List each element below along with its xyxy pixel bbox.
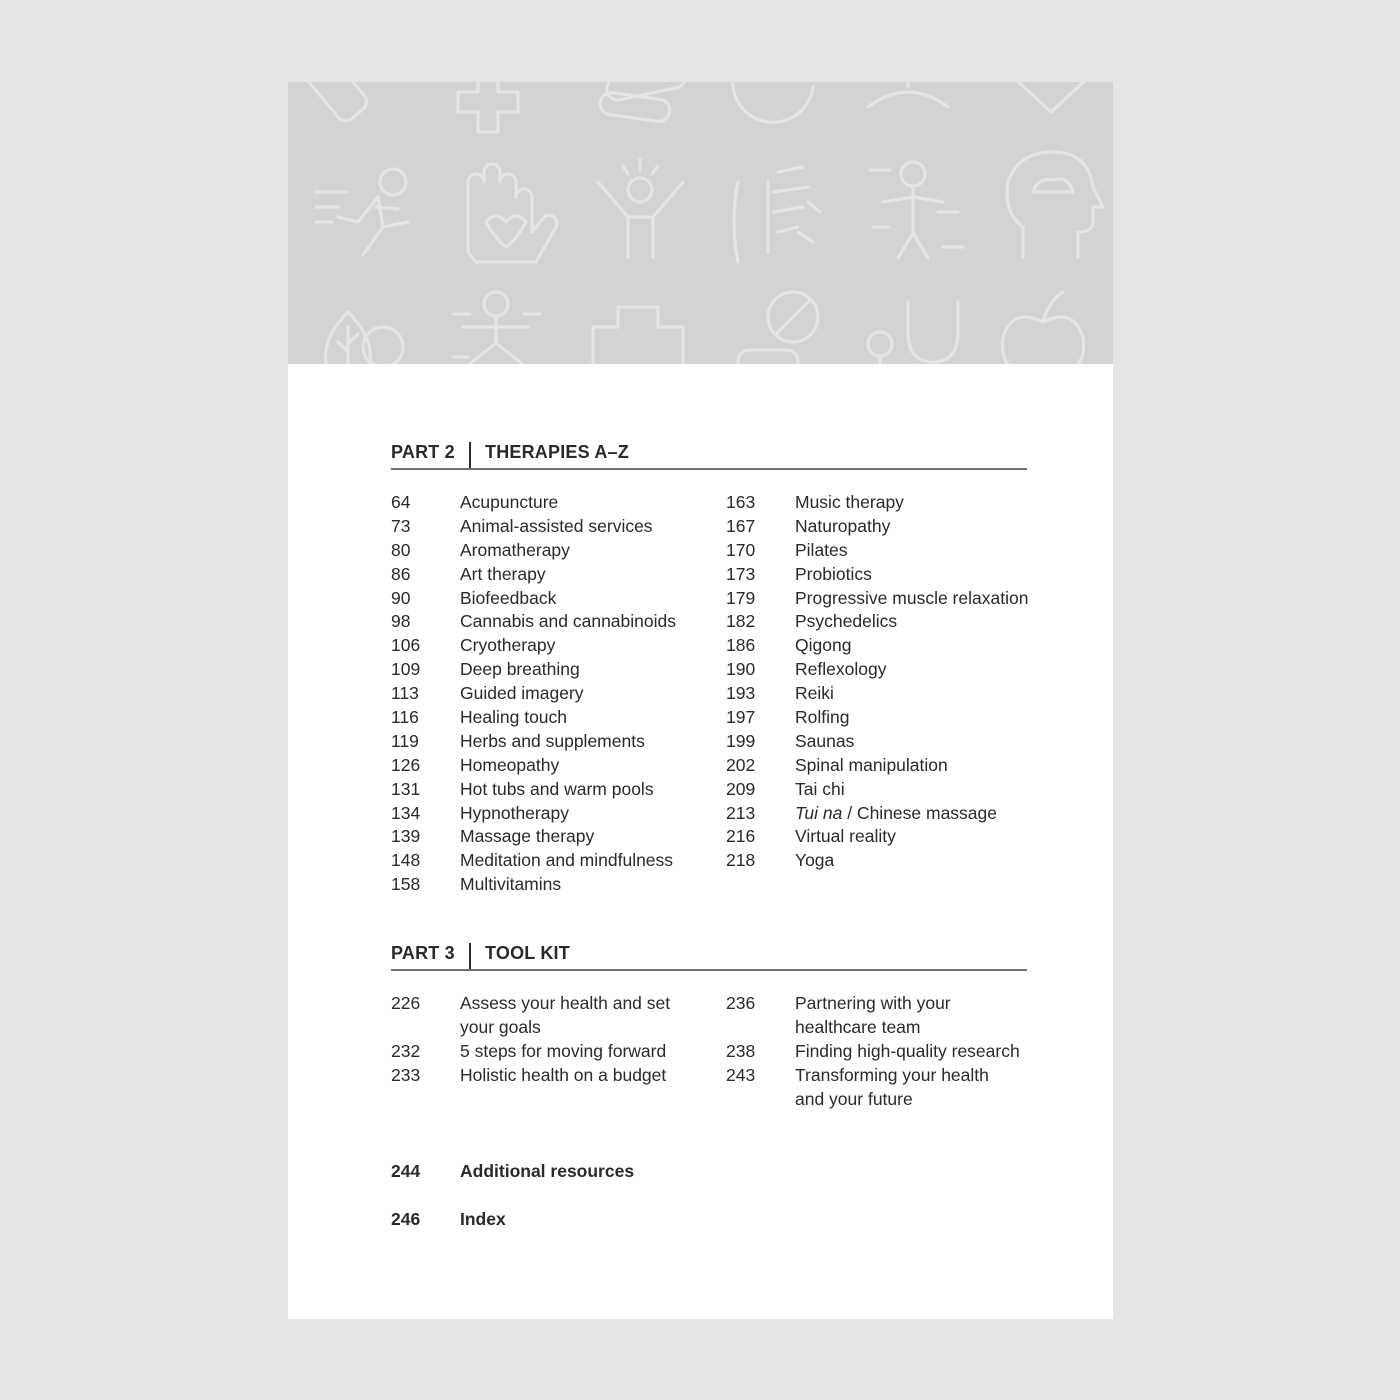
toc-page-number: 233 xyxy=(391,1064,421,1085)
toc-page-number: 131 xyxy=(391,778,421,799)
toc-entry-title: Assess your health and set your goals xyxy=(460,993,671,1037)
toc-entry-title: Meditation and mindfulness xyxy=(460,850,674,871)
toc-page-number: 126 xyxy=(391,754,421,775)
toc-page-number: 170 xyxy=(726,539,756,560)
toc-page-number: 173 xyxy=(726,563,756,584)
tree-icon xyxy=(326,312,404,364)
toc-entry-title: Spinal manipulation xyxy=(795,754,948,775)
toc-entry-title: Naturopathy xyxy=(795,515,891,536)
toc-entry-title: Cannabis and cannabinoids xyxy=(460,611,676,632)
toc-entry-title: Saunas xyxy=(795,730,855,751)
toc-entry-title: Acupuncture xyxy=(460,492,559,512)
toc-entry-title: Additional resources xyxy=(460,1161,635,1181)
toc-page-number: 232 xyxy=(391,1040,421,1061)
toc-page-number: 80 xyxy=(391,539,411,560)
toc-entry-title: Aromatherapy xyxy=(460,539,570,560)
toc-entry-title: Multivitamins xyxy=(460,874,562,895)
toc-page-number: 148 xyxy=(391,850,421,871)
toc-entry-title: Holistic health on a budget xyxy=(460,1064,667,1085)
toc-page-number: 226 xyxy=(391,993,421,1013)
heading-separator xyxy=(469,943,471,969)
toc-entry-title: Tai chi xyxy=(795,778,845,799)
toc-entry-title: Art therapy xyxy=(460,563,546,584)
toc-page-number: 182 xyxy=(726,611,756,632)
running-person-icon xyxy=(316,169,408,255)
heart-icon xyxy=(1013,82,1089,112)
toc-page-number: 113 xyxy=(391,683,419,704)
toc-page-number: 163 xyxy=(726,492,756,512)
toc-entry-title: 5 steps for moving forward xyxy=(460,1040,667,1061)
toc-page-number: 244 xyxy=(391,1161,421,1181)
toc-page-number: 202 xyxy=(726,754,756,775)
toc-entry-title: Rolfing xyxy=(795,707,850,728)
part2-title: THERAPIES A–Z xyxy=(485,442,629,462)
meditating-person-icon xyxy=(453,292,540,363)
part3-heading xyxy=(391,939,1027,971)
toc-entry-title: Progressive muscle relaxation xyxy=(795,587,1029,608)
sun-horizon-icon xyxy=(868,82,948,107)
handshake-icon xyxy=(734,167,820,262)
toc-page-number: 90 xyxy=(391,587,411,608)
bandage-icon xyxy=(299,82,370,125)
toc-page-number: 236 xyxy=(726,993,756,1013)
moon-icon xyxy=(733,82,813,122)
toc-page-number: 167 xyxy=(726,515,756,536)
toc-entry-title: Healing touch xyxy=(460,707,568,728)
heading-separator xyxy=(469,442,471,468)
cross-icon xyxy=(458,82,518,132)
toc-entry-title: Finding high-quality research xyxy=(795,1040,1020,1061)
toc-entry-title: Massage therapy xyxy=(460,826,595,847)
toc-page-number: 218 xyxy=(726,850,756,871)
toc-page-number: 197 xyxy=(726,707,756,728)
pills-icon xyxy=(599,82,688,123)
toc-page-number: 216 xyxy=(726,826,756,847)
medical-cross-icon xyxy=(593,307,683,364)
toc-page-number: 106 xyxy=(391,635,421,656)
apple-icon xyxy=(1002,292,1083,364)
part2-label: PART 2 xyxy=(391,442,455,462)
toc-page-number: 213 xyxy=(726,802,756,823)
stethoscope-icon xyxy=(868,302,958,364)
head-brain-icon xyxy=(1007,152,1103,257)
toc-entry-title: Qigong xyxy=(795,635,852,656)
toc-page-number: 199 xyxy=(726,730,756,751)
toc-entry-title: Probiotics xyxy=(795,563,872,584)
toc-page-number: 179 xyxy=(726,587,756,608)
toc-entry-title: Hot tubs and warm pools xyxy=(460,778,654,799)
toc-entry-title: Transforming your health and your future xyxy=(795,1064,989,1109)
toc-page-number: 98 xyxy=(391,611,411,632)
toc-page-number: 109 xyxy=(391,659,421,680)
book-page xyxy=(288,82,1113,1319)
part3-label: PART 3 xyxy=(391,943,455,963)
toc-page-number: 238 xyxy=(726,1040,756,1061)
toc-entry-title: Index xyxy=(460,1209,506,1229)
hand-heart-icon xyxy=(468,164,557,262)
toc-page-number: 64 xyxy=(391,492,411,512)
toc-entry-title-rest: / Chinese massage xyxy=(842,802,998,823)
toc-entry-title: Hypnotherapy xyxy=(460,802,569,823)
toc-page-number: 158 xyxy=(391,874,421,895)
toc-entry-title: Animal-assisted services xyxy=(460,515,653,536)
celebrating-person-icon xyxy=(598,160,683,257)
toc-entry-title: Biofeedback xyxy=(460,587,557,608)
toc-entry-title: Herbs and supplements xyxy=(460,730,645,751)
toc-entry-title: Yoga xyxy=(795,850,835,871)
toc-entry-title-italic: Tui na xyxy=(795,802,843,823)
part3-title: TOOL KIT xyxy=(485,943,570,963)
toc-entry-title xyxy=(795,802,997,826)
toc-entry-title: Guided imagery xyxy=(460,683,584,704)
toc-page-number: 139 xyxy=(391,826,421,847)
toc-entry-title: Music therapy xyxy=(795,492,904,512)
toc-entry-title: Reiki xyxy=(795,683,834,704)
part2-heading xyxy=(391,438,1027,470)
toc-page-number: 86 xyxy=(391,563,411,584)
toc-entry-title: Deep breathing xyxy=(460,659,580,680)
toc-page-number: 193 xyxy=(726,683,756,704)
toc-entry-title: Homeopathy xyxy=(460,754,560,775)
toc-page-number: 116 xyxy=(391,707,419,728)
toc-entry-title: Partnering with your healthcare team xyxy=(795,993,951,1037)
toc-page-number: 73 xyxy=(391,515,411,536)
toc-page-number: 186 xyxy=(726,635,756,656)
toc-page-number: 246 xyxy=(391,1209,421,1229)
toc-page-number: 134 xyxy=(391,802,421,823)
icon-pattern-banner xyxy=(288,82,1113,364)
toc-entry-title: Reflexology xyxy=(795,659,887,680)
toc-entry-title: Psychedelics xyxy=(795,611,898,632)
toc-entry-title: Virtual reality xyxy=(795,826,896,847)
toc-page-number: 243 xyxy=(726,1064,756,1085)
toc-entry-title: Cryotherapy xyxy=(460,635,556,656)
toc-page-number: 209 xyxy=(726,778,756,799)
toc-page-number: 190 xyxy=(726,659,756,680)
toc-page-number: 119 xyxy=(391,730,419,751)
no-pill-icon xyxy=(738,292,818,364)
toc-entry-title: Pilates xyxy=(795,539,848,560)
body-pain-icon xyxy=(870,162,963,258)
